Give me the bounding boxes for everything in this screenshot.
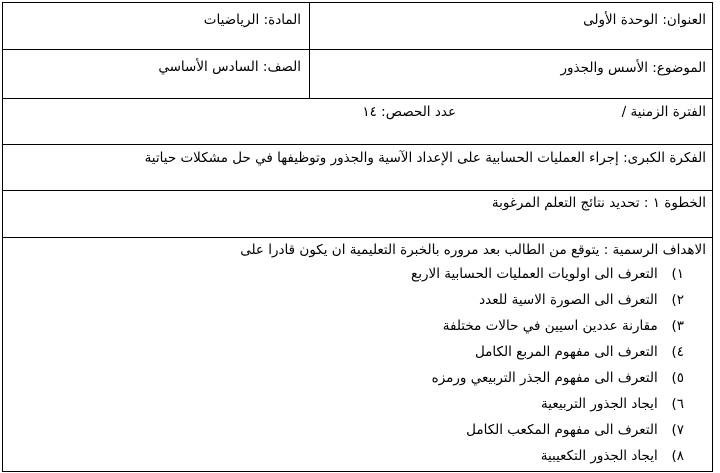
lesson-plan-table [2, 2, 713, 472]
objective-item [541, 395, 684, 413]
objectives-row [3, 238, 712, 473]
subject-label: المادة: الرياضيات [203, 12, 301, 28]
objective-number: ٤) [671, 344, 684, 360]
objectives-intro: الاهداف الرسمية : يتوقع من الطالب بعد مروره بالخبرة التعليمية ان يكون قادرا على [240, 242, 706, 258]
objective-number: ٦) [671, 396, 684, 412]
objective-item [443, 317, 684, 335]
objective-item [466, 421, 684, 439]
big-idea-text: الفكرة الكبرى: إجراء العمليات الحسابية على الإعداد الآسية والجذور وتوظيفها في حل مشكلات حياتية [144, 150, 706, 166]
objective-number: ١) [671, 266, 684, 282]
objective-number: ٣) [671, 318, 684, 334]
objective-text: التعرف الى مفهوم المكعب الكامل [466, 422, 658, 438]
objective-number: ٨) [671, 448, 684, 464]
objective-number: ٢) [671, 292, 684, 308]
big-idea-row [3, 145, 712, 191]
unit-title: العنوان: الوحدة الأولى [583, 12, 706, 28]
periods-label: عدد الحصص: ١٤ [362, 104, 456, 120]
topic-cell [309, 50, 712, 98]
objective-text: ايجاد الجذور التربيعية [541, 396, 658, 412]
objective-text: التعرف الى مفهوم المربع الكامل [474, 344, 658, 360]
header-row-title [3, 3, 712, 50]
objective-number: ٥) [671, 370, 684, 386]
objective-item [475, 343, 684, 361]
objective-text: التعرف الى اولويات العمليات الحسابية الاربع [411, 266, 658, 282]
objective-number: ٧) [671, 422, 684, 438]
topic-label: الموضوع: الأسس والجذور [560, 60, 706, 76]
step1-heading: الخطوة ١ : تحديد نتائج التعلم المرغوبة [491, 195, 706, 211]
step1-row [3, 191, 712, 238]
title-cell [309, 3, 712, 49]
objective-item [411, 265, 684, 283]
objective-text: التعرف الى مفهوم الجذر التربيعي ورمزه [431, 370, 658, 386]
objective-item [541, 447, 684, 465]
grade-cell [3, 50, 311, 98]
objective-text: التعرف الى الصورة الاسية للعدد [479, 292, 658, 308]
grade-label: الصف: السادس الأساسي [158, 59, 301, 75]
objective-item [479, 291, 684, 309]
subject-cell [3, 3, 311, 49]
objective-item [432, 369, 684, 387]
header-row-time [3, 99, 712, 145]
header-row-topic [3, 50, 712, 99]
objective-text: مقارنة عددين اسيين في حالات مختلفة [442, 318, 658, 334]
objective-text: ايجاد الجذور التكعيبية [540, 448, 658, 464]
timeframe-label: الفترة الزمنية / [621, 104, 706, 120]
